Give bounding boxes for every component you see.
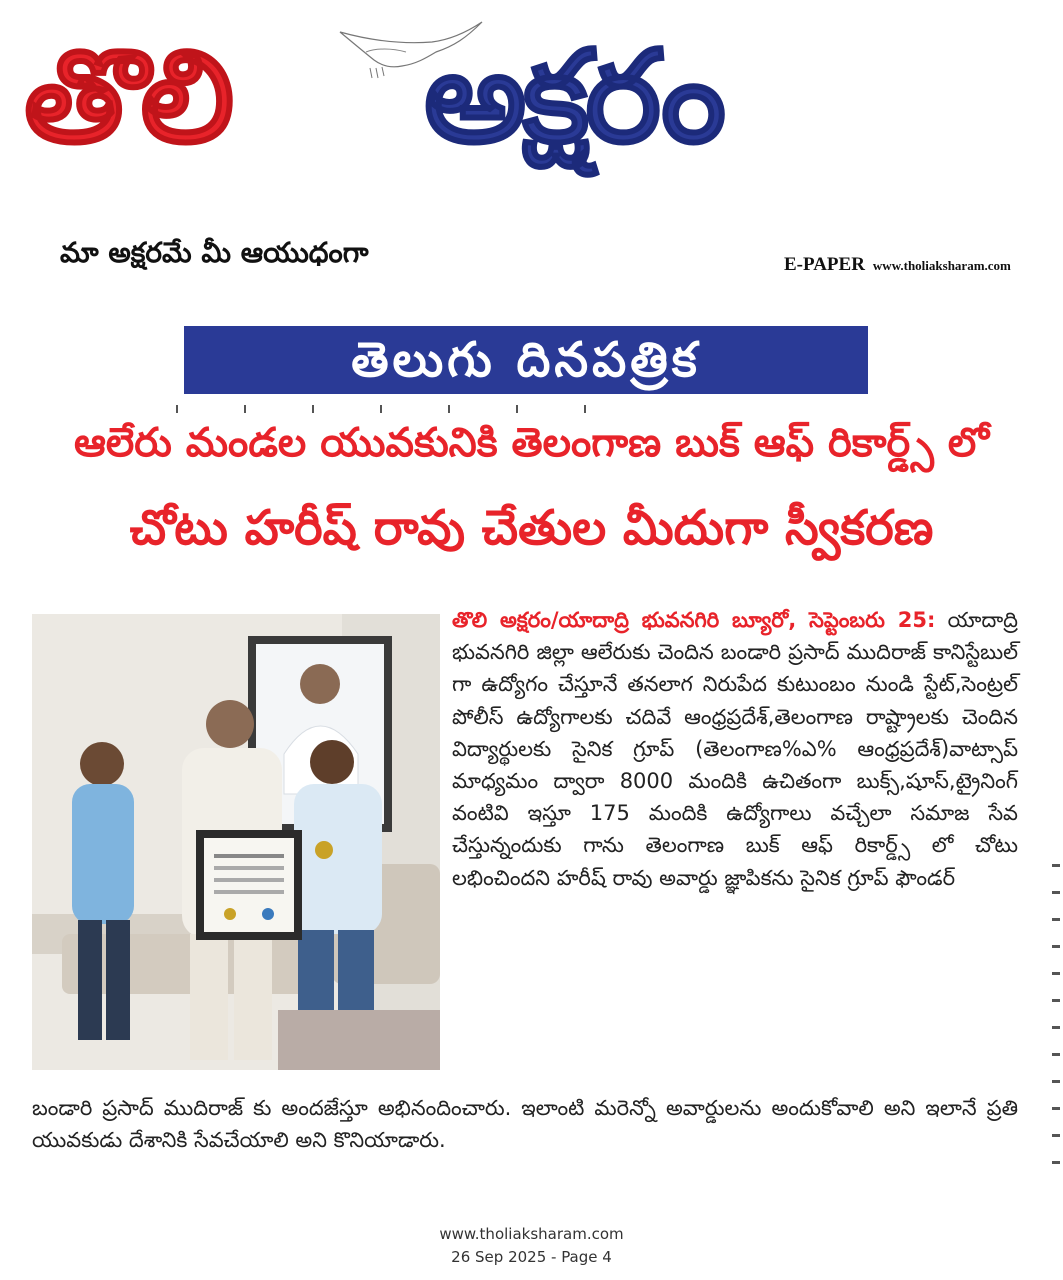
cut-text-strip <box>176 398 696 408</box>
article-body-part-1: యాదాద్రి భువనగిరి జిల్లా ఆలేరుకు చెందిన బండారి ప్రసాద్ ముదిరాజ్ కానిస్టేబుల్ గా ఉద్యోగం చేస్తూనే తనలాగ నిరుపేద కుటుంబం నుండి స్టేట్,సెంట్రల్ పోలీస్ ఉద్యోగాలకు చదివే ఆంధ్రప్రదేశ్,తెలంగాణ రాష్ట్రాలకు చెందిన విద్యార్థులకు సైనిక గ్రూప్ (తెలంగాణ%ఎ% ఆంధ్రప్రదేశ్)వాట్సాప్ మాధ్యమం ద్వారా 8000 మందికి ఉచితంగా బుక్స్,షూస్,ట్రైనింగ్ వంటివి ఇస్తూ 175 మందికి ఉద్యోగాలు వచ్చేలా సమాజ సేవ చేస్తున్నందుకు గాను తెలంగాణ బుక్ ఆఫ్ రికార్డ్స్ లో చోటు లభించిందని హరీష్ రావు అవార్డు జ్ఞాపికను సైనిక గ్రూప్ ఫౌండర్ <box>452 608 1018 890</box>
page-footer <box>0 1223 1063 1269</box>
headline-line-2: చోటు హరీష్ రావు చేతుల మీదుగా స్వీకరణ <box>129 500 934 556</box>
article-body-part-2: బండారి ప్రసాద్ ముదిరాజ్ కు అందజేస్తూ అభినందించారు. ఇలాంటి మరెన్నో అవార్డులను అందుకోవాలి అని ఇలానే ప్రతి యువకుడు దేశానికి సేవచేయాలి అని కొనియాడారు. <box>32 1096 1018 1152</box>
footer-date-page: 26 Sep 2025 - Page 4 <box>451 1248 612 1266</box>
article-dateline: తొలి అక్షరం/యాదాద్రి భువనగిరి బ్యూరో, సెప్టెంబరు 25: <box>452 608 936 632</box>
logo-tholi: తొలి <box>24 23 231 172</box>
epaper-label: E-PAPER <box>784 254 865 275</box>
masthead <box>0 0 1063 400</box>
article-photo <box>32 614 440 1070</box>
banner-telugu-daily: తెలుగు దినపత్రిక <box>184 326 868 394</box>
tagline: మా అక్షరమే మీ ఆయుధంగా <box>60 236 369 269</box>
headline-line-1: ఆలేరు మండల యువకునికి తెలంగాణ బుక్ ఆఫ్ రికార్డ్స్ లో <box>73 420 990 466</box>
epaper-label-block <box>784 254 1011 276</box>
footer-website: www.tholiaksharam.com <box>439 1225 624 1243</box>
article-body-column <box>452 604 1018 894</box>
article-body-full-width <box>32 1092 1018 1156</box>
logo-aksharam: అక్షరం <box>424 23 723 172</box>
masthead-website: www.tholiaksharam.com <box>872 258 1011 273</box>
adjacent-column-edge <box>1050 840 1063 1200</box>
